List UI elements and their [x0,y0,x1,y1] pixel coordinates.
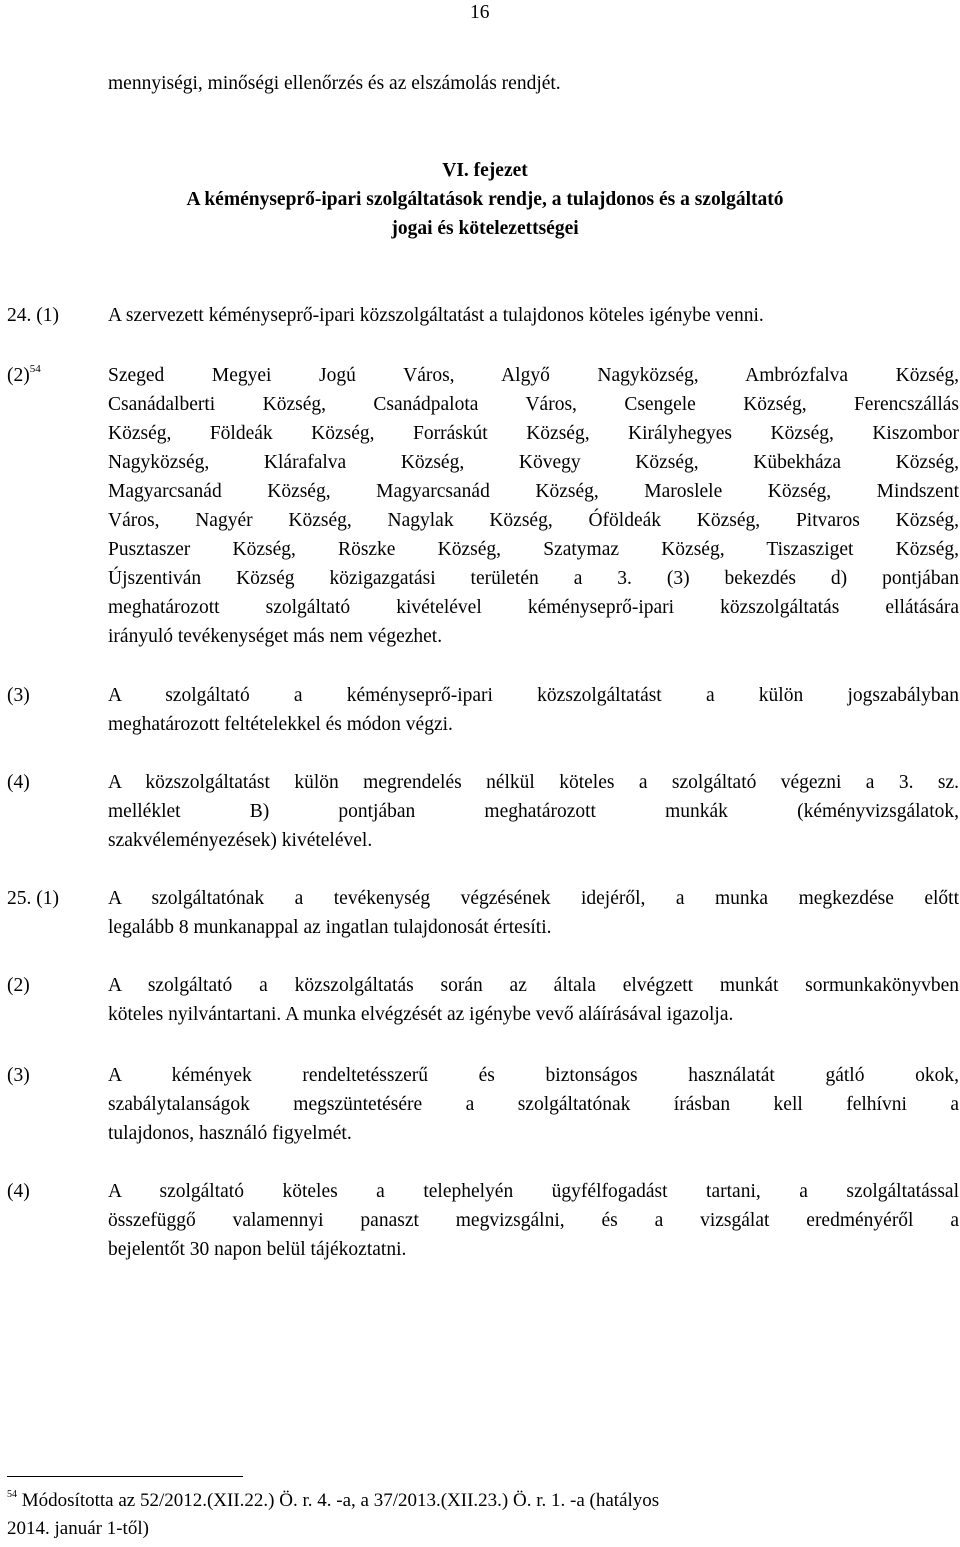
footnote-separator [7,1476,243,1477]
paragraph-line: Pusztaszer Község, Röszke Község, Szatymaz Község, Tiszasziget Község, [108,539,959,560]
footnote-reference[interactable]: 54 [29,362,41,375]
paragraph-line: Magyarcsanád Község, Magyarcsanád Község, Maroslele Község, Mindszent [108,481,959,502]
paragraph-line: szabálytalanságok megszüntetésére a szolgáltatónak írásban kell felhívni a [108,1094,959,1115]
paragraph-line: A szolgáltató a kéményseprő-ipari közszolgáltatást a külön jogszabályban [108,685,959,706]
paragraph-line: Szeged Megyei Jogú Város, Algyő Nagyközség, Ambrózfalva Község, [108,365,959,386]
paragraph-line: legalább 8 munkanappal az ingatlan tulajdonosát értesíti. [108,917,552,938]
paragraph-line: bejelentőt 30 napon belül tájékoztatni. [108,1239,407,1260]
paragraph-body [108,361,959,651]
paragraph-line: melléklet B) pontjában meghatározott munkák (kéményvizsgálatok, [108,801,959,822]
footnote-line-1 [7,1487,927,1515]
paragraph-label: 25. (1) [7,888,59,909]
paragraph-line: A szolgáltató a közszolgáltatás során az általa elvégzett munkát sormunkakönyvben [108,975,959,996]
paragraph-body [108,971,959,1029]
paragraph-label: (4) [7,772,30,793]
chapter-heading [60,156,910,243]
paragraph-line: meghatározott feltételekkel és módon végzi. [108,714,453,735]
paragraph-line: Község, Földeák Község, Forráskút Község, Királyhegyes Község, Kiszombor [108,423,959,444]
chapter-title-line-2: jogai és kötelezettségei [391,218,579,239]
section-25-paragraph-1 [7,884,959,942]
paragraph-line: szakvéleményezések) kivételével. [108,830,373,851]
paragraph-label: (4) [7,1181,30,1202]
paragraph-line: Újszentiván Község közigazgatási területén a 3. (3) bekezdés d) pontjában [108,568,959,589]
paragraph-line: Nagyközség, Klárafalva Község, Kövegy Község, Kübekháza Község, [108,452,959,473]
paragraph-line: A szolgáltatónak a tevékenység végzésének idejéről, a munka megkezdése előtt [108,888,959,909]
section-24-paragraph-4 [7,768,959,855]
paragraph-label: (3) [7,685,30,706]
footnote [7,1487,927,1543]
paragraph-body [108,1177,959,1264]
paragraph-body [108,1061,959,1148]
paragraph-line: A közszolgáltatást külön megrendelés nélkül köteles a szolgáltató végezni a 3. sz. [108,772,959,793]
section-25-paragraph-2 [7,971,959,1029]
footnote-line-2: 2014. január 1-től) [7,1518,149,1539]
chapter-title-line-1: A kéményseprő-ipari szolgáltatások rendje, a tulajdonos és a szolgáltató [186,189,784,210]
section-24-paragraph-3 [7,681,959,739]
section-25-paragraph-3 [7,1061,959,1148]
paragraph-body [108,768,959,855]
paragraph-body [108,884,959,942]
section-25-paragraph-4 [7,1177,959,1264]
paragraph-label [7,361,41,390]
intro-text: mennyiségi, minőségi ellenőrzés és az elszámolás rendjét. [108,73,561,94]
paragraph-line: köteles nyilvántartani. A munka elvégzését az igénybe vevő aláírásával igazolja. [108,1004,734,1025]
paragraph-line: A szervezett kéményseprő-ipari közszolgáltatást a tulajdonos köteles igénybe venni. [108,305,764,326]
paragraph-line: irányuló tevékenységet más nem végezhet. [108,626,443,647]
footnote-mark: 54 [7,1488,17,1500]
paragraph-line: A szolgáltató köteles a telephelyén ügyfélfogadást tartani, a szolgáltatással [108,1181,959,1202]
paragraph-line: Csanádalberti Község, Csanádpalota Város, Csengele Község, Ferencszállás [108,394,959,415]
paragraph-label: (3) [7,1065,30,1086]
section-24-paragraph-2 [7,361,959,651]
paragraph-line: meghatározott szolgáltató kivételével kéményseprő-ipari közszolgáltatás ellátására [108,597,959,618]
section-24-paragraph-1 [7,301,959,330]
paragraph-line: Város, Nagyér Község, Nagylak Község, Óföldeák Község, Pitvaros Község, [108,510,959,531]
paragraph-line: A kémények rendeltetésszerű és biztonságos használatát gátló okok, [108,1065,959,1086]
paragraph-label: (2) [7,975,30,996]
paragraph-line: összefüggő valamennyi panaszt megvizsgálni, és a vizsgálat eredményéről a [108,1210,959,1231]
paragraph-line: tulajdonos, használó figyelmét. [108,1123,352,1144]
footnote-text: Módosította az 52/2012.(XII.22.) Ö. r. 4. -a, a 37/2013.(XII.23.) Ö. r. 1. -a (hatályos [21,1490,660,1511]
paragraph-label: 24. (1) [7,305,59,326]
paragraph-label-text: (2) [7,365,30,386]
chapter-number: VI. fejezet [442,160,528,181]
paragraph-body [108,681,959,739]
page-number: 16 [470,2,490,23]
